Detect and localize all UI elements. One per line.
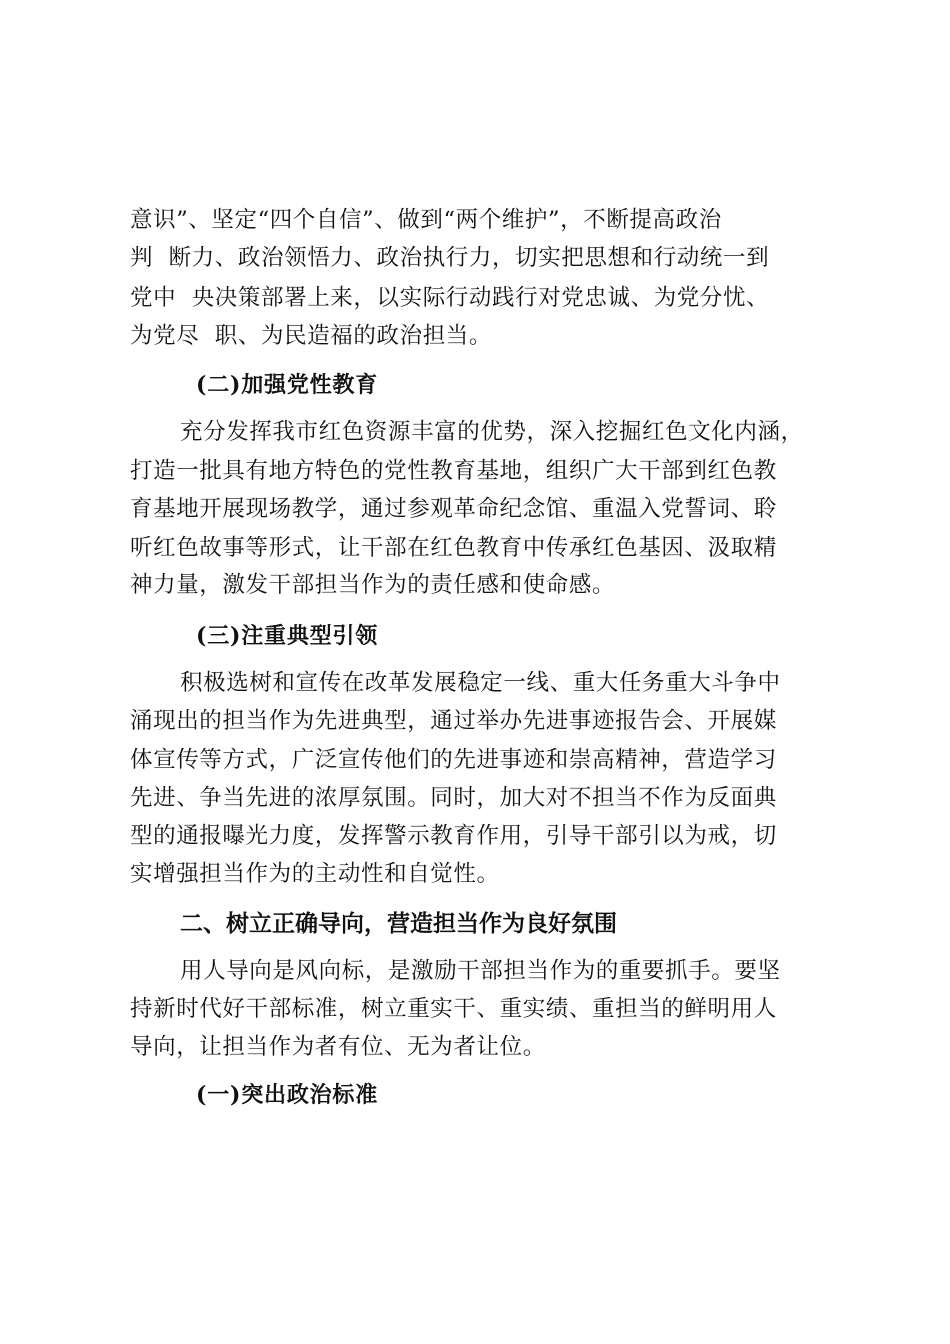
paragraph-line: 持新时代好干部标准，树立重实干、重实绩、重担当的鲜明用人 — [130, 996, 777, 1022]
paragraph-line: 为党尽 职、为民造福的政治担当。 — [130, 323, 493, 349]
paragraph-line: 打造一批具有地方特色的党性教育基地，组织广大干部到红色教 — [130, 458, 777, 484]
paragraph-line: 涌现出的担当作为先进典型，通过举办先进事迹报告会、开展媒 — [130, 708, 777, 734]
paragraph-line: 导向，让担当作为者有位、无为者让位。 — [130, 1034, 546, 1060]
paragraph-line: 型的通报曝光力度，发挥警示教育作用，引导干部引以为戒，切 — [130, 823, 777, 849]
paragraph-line: 体宣传等方式，广泛宣传他们的先进事迹和崇高精神，营造学习 — [130, 747, 777, 773]
paragraph-line: 听红色故事等形式，让干部在红色教育中传承红色基因、汲取精 — [130, 535, 777, 561]
paragraph-line: 神力量，激发干部担当作为的责任感和使命感。 — [130, 572, 616, 598]
paragraph-line: 用人导向是风向标，是激励干部担当作为的重要抓手。要坚 — [180, 958, 781, 984]
subsection-heading: (三)注重典型引领 — [196, 623, 379, 649]
paragraph-line: 意识”、坚定“四个自信”、做到“两个维护”，不断提高政治 — [130, 207, 722, 233]
subsection-heading: (二)加强党性教育 — [196, 372, 379, 398]
paragraph-line: 实增强担当作为的主动性和自觉性。 — [130, 861, 500, 887]
paragraph-line: 充分发挥我市红色资源丰富的优势，深入挖掘红色文化内涵， — [180, 419, 804, 445]
subsection-heading: (一)突出政治标准 — [196, 1082, 379, 1108]
paragraph-line: 积极选树和宣传在改革发展稳定一线、重大任务重大斗争中 — [180, 670, 781, 696]
paragraph-line: 先进、争当先进的浓厚氛围。同时，加大对不担当不作为反面典 — [130, 785, 777, 811]
paragraph-line: 党中 央决策部署上来，以实际行动践行对党忠诚、为党分忧、 — [130, 285, 770, 311]
paragraph-line: 育基地开展现场教学，通过参观革命纪念馆、重温入党誓词、聆 — [130, 496, 777, 522]
section-heading: 二、树立正确导向，营造担当作为良好氛围 — [180, 911, 617, 937]
paragraph-line: 判 断力、政治领悟力、政治执行力，切实把思想和行动统一到 — [130, 245, 770, 271]
